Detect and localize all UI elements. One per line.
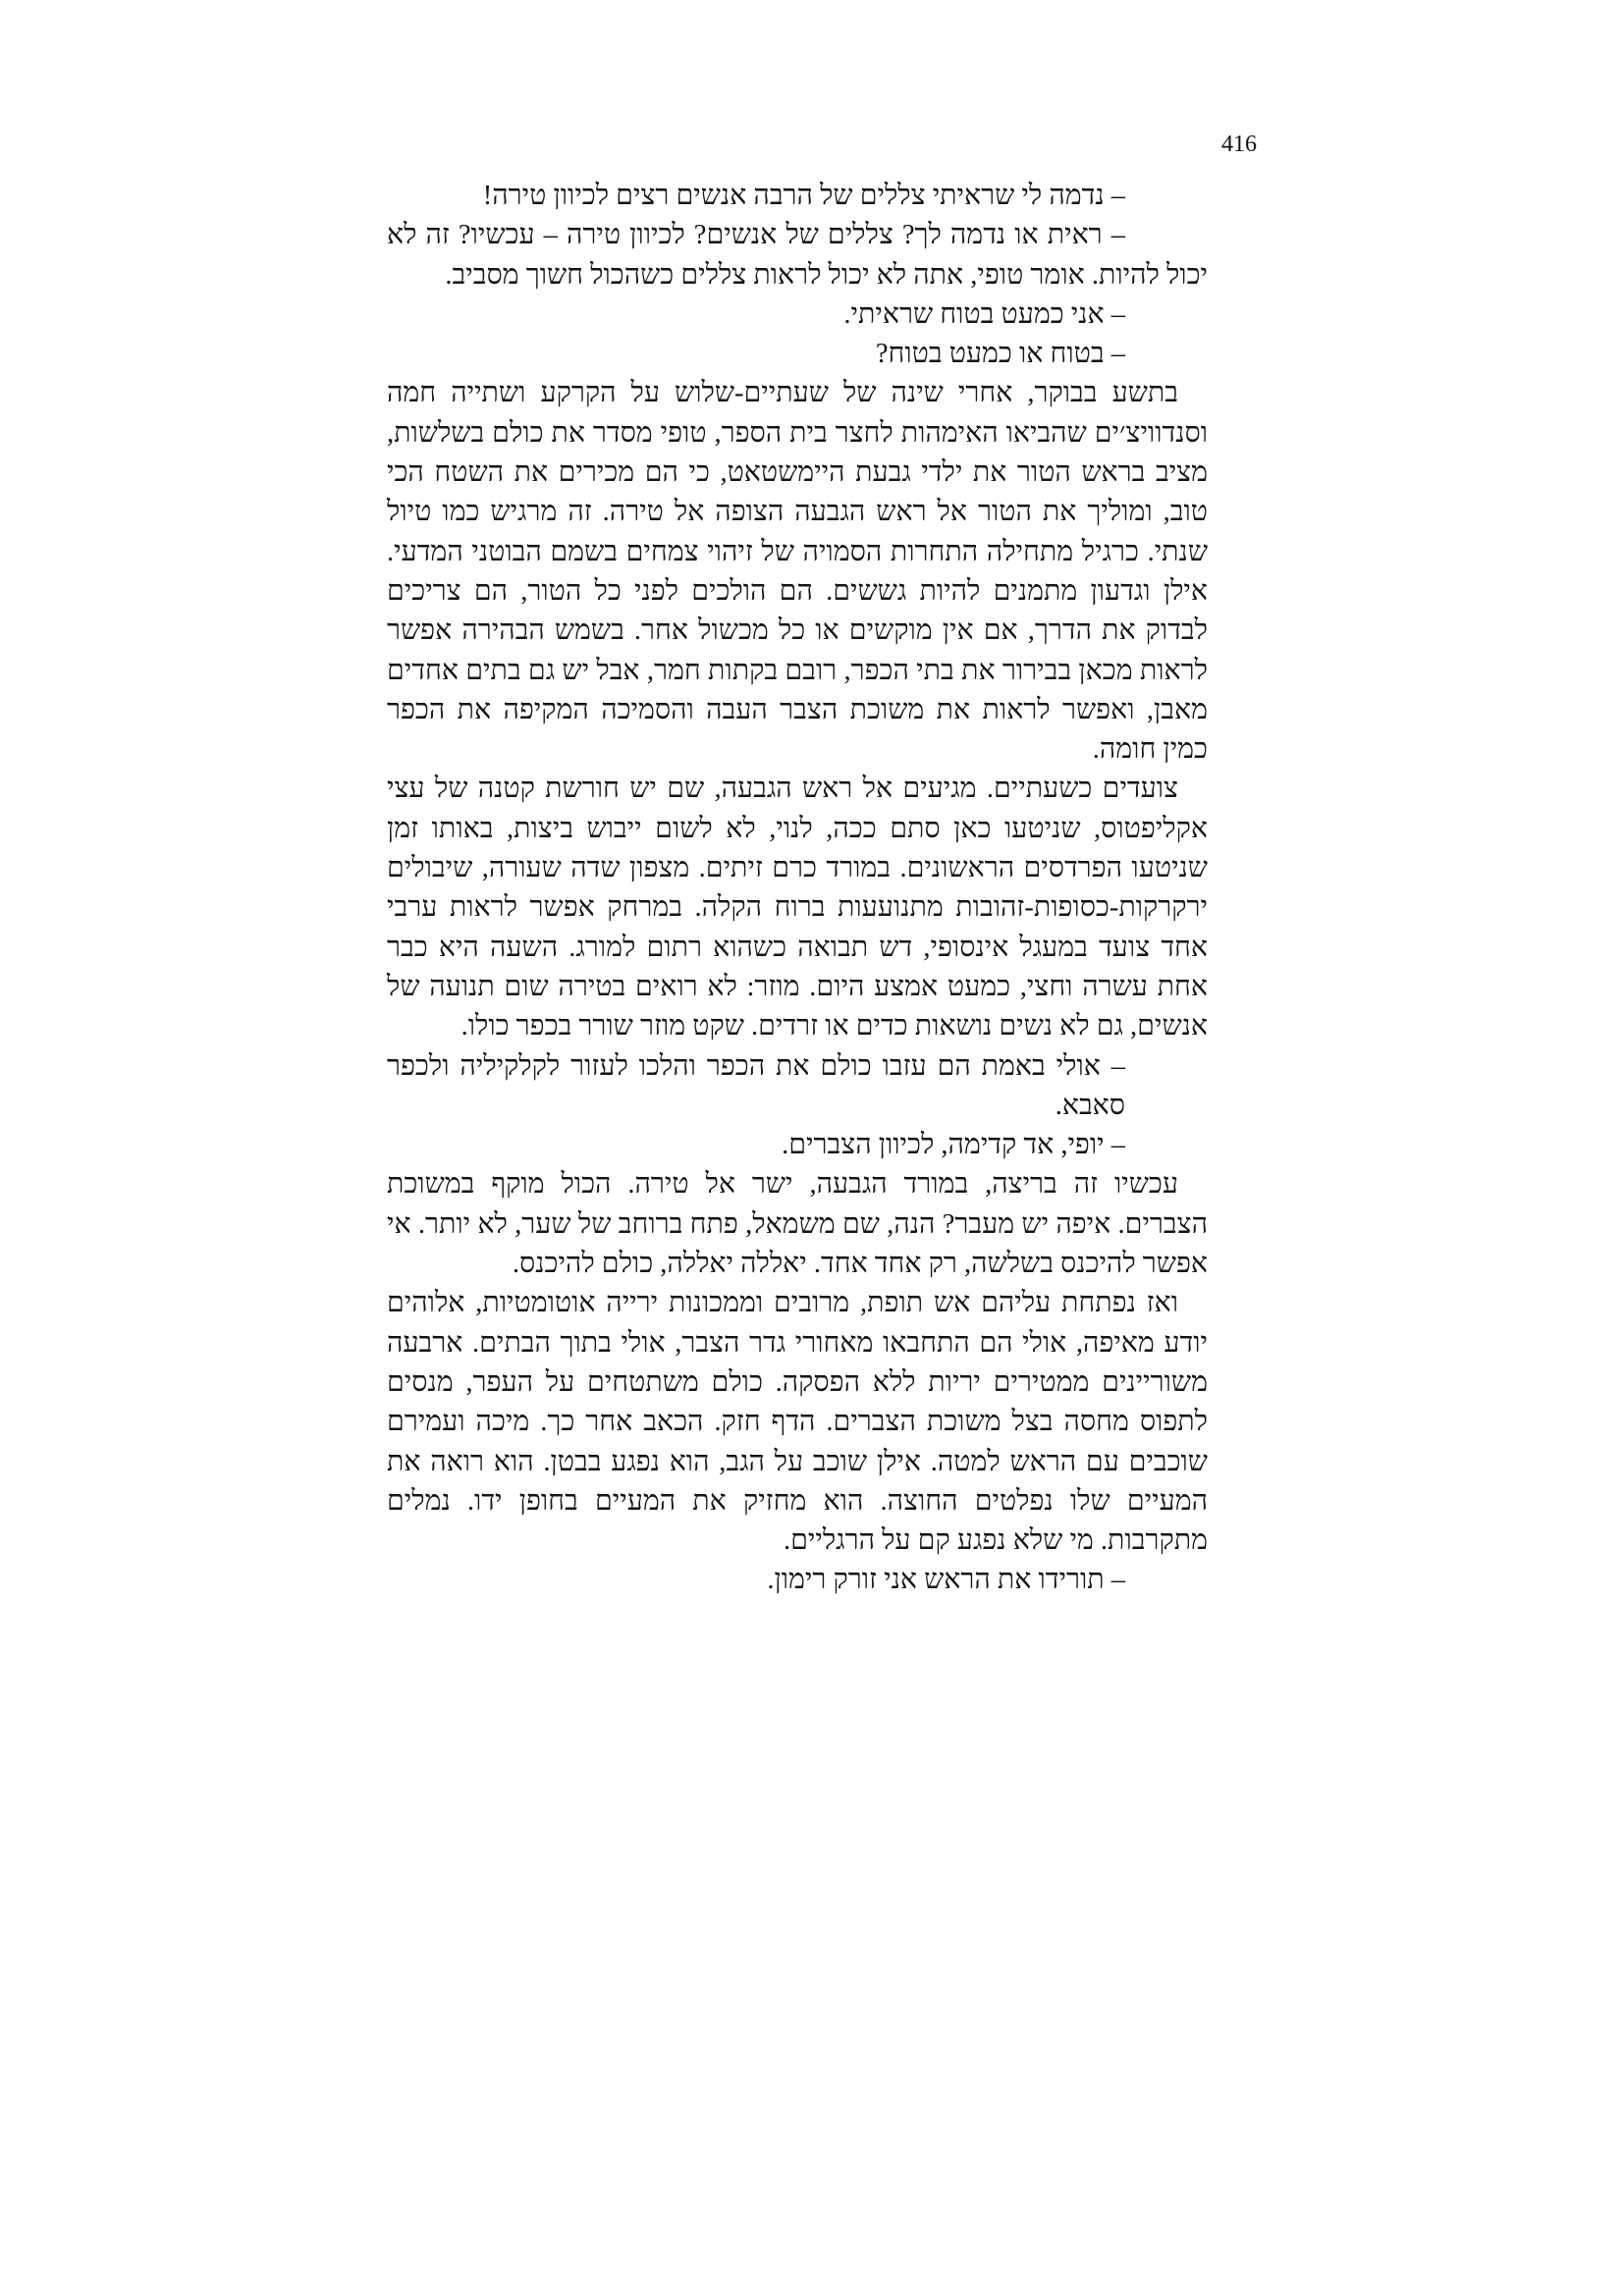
chapter-text (387, 177, 1208, 1601)
dialog-line: – אני כמעט בטוח שראיתי. (843, 298, 1125, 330)
page-number: 416 (1221, 132, 1257, 157)
dialog-line: – תורידו את הראש אני זורק רימון. (767, 1565, 1125, 1596)
dialog-line: – נדמה לי שראיתי צללים של הרבה אנשים רצים לכיוון טירה! (482, 181, 1125, 211)
dialog-line: – אולי באמת הם עזבו כולם את הכפר והלכו לעזור לקלקיליה ולכפר סאבא. (387, 1050, 1125, 1121)
body-paragraph: ואז נפתחת עליהם אש תופת, מרובים וממכונות ירייה אוטומטיות, אלוהים יודע מאיפה, אולי הם התחבאו מאחורי גדר הצבר, אולי בתוך הבתים. ארבעה משוריינים ממטירים יריות ללא הפסקה. כולם משתטחים על העפר, מנסים לתפוס מחסה בצל משוכת הצברים. הדף חזק. הכאב אחר כך. מיכה ועמירם שוכבים עם הראש למטה. אילן שוכב על הגב, הוא נפגע בבטן. הוא רואה את המעיים שלו נפלטים החוצה. הוא מחזיק את המעיים בחופן ידו. נמלים מתקרבות. מי שלא נפגע קם על הרגליים. (387, 1288, 1208, 1557)
body-paragraph: צועדים כשעתיים. מגיעים אל ראש הגבעה, שם יש חורשת קטנה של עצי אקליפטוס, שניטעו כאן סתם ככה, לנוי, לא לשום ייבוש ביצות, באותו זמן שניטעו הפרדסים הראשונים. במורד כרם זיתים. מצפון שדה שעורה, שיבולים ירקרקות-כסופות-זהובות מתנועעות ברוח הקלה. במרחק אפשר לראות ערבי אחד צועד במעגל אינסופי, דש תבואה כשהוא רתום למורג. השעה היא כבר אחת עשרה וחצי, כמעט אמצע היום. מוזר: לא רואים בטירה שום תנועה של אנשים, גם לא נשים נושאות כדים או זרדים. שקט מוזר שורר בכפר כולו. (387, 774, 1208, 1042)
body-paragraph: בתשע בבוקר, אחרי שינה של שעתיים-שלוש על הקרקע ושתייה חמה וסנדוויצ׳ים שהביאו האימהות לחצר בית הספר, טופי מסדר את כולם בשלשות, מציב בראש הטור את ילדי גבעת היימשטאט, כי הם מכירים את השטח הכי טוב, ומוליך את הטור אל ראש הגבעה הצופה אל טירה. זה מרגיש כמו טיול שנתי. כרגיל מתחילה התחרות הסמויה של זיהוי צמחים בשמם הבוטני המדעי. אילן וגדעון מתמנים להיות גששים. הם הולכים לפני כל הטור, הם צריכים לבדוק את הדרך, אם אין מוקשים או כל מכשול אחר. בשמש הבהירה אפשר לראות מכאן בבירור את בתי הכפר, רובם בקתות חמר, אבל יש גם בתים אחדים מאבן, ואפשר לראות את משוכת הצבר העבה והסמיכה המקיפה את הכפר כמין חומה. (387, 378, 1208, 766)
dialog-line: – בטוח או כמעט בטוח? (875, 339, 1125, 370)
dialog-text: – ראית או נדמה לך? צללים של אנשים? לכיוון טירה – עכשיו? זה לא יכול להיות. אומר טופי, אתה לא יכול לראות צללים כשהכול חשוך מסביב. (387, 220, 1208, 291)
body-paragraph: עכשיו זה בריצה, במורד הגבעה, ישר אל טירה. הכול מוקף במשוכת הצברים. איפה יש מעבר? הנה, שם משמאל, פתח ברוחב של שער, לא יותר. אי אפשר להיכנס בשלשה, רק אחד אחד. יאללה יאללה, כולם להיכנס. (387, 1169, 1208, 1280)
dialog-line (387, 216, 1208, 295)
dialog-line: – יופי, אד קדימה, לכיוון הצברים. (782, 1130, 1125, 1161)
